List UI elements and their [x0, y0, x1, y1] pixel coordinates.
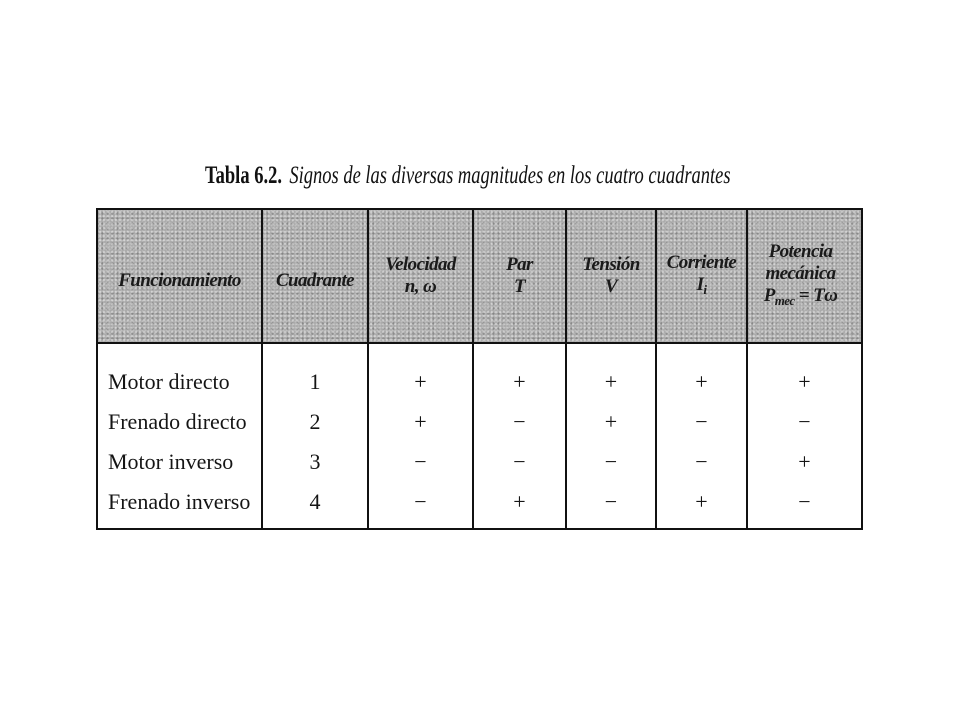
header-potencia-label-2: mecánica — [765, 262, 836, 284]
column-funcionamiento — [97, 343, 262, 529]
column-par — [473, 343, 566, 529]
cell-cuadrante: 1 — [309, 369, 321, 394]
column-tension — [566, 343, 656, 529]
header-tension-symbol: V — [604, 276, 618, 297]
cell-potencia-sign: − — [798, 489, 811, 514]
header-funcionamiento-label: Funcionamiento — [118, 270, 241, 291]
header-velocidad — [368, 209, 473, 343]
column-potencia — [747, 343, 862, 529]
cell-par-sign: + — [513, 369, 526, 394]
header-par — [473, 209, 566, 343]
cell-funcionamiento: Motor inverso — [108, 449, 234, 474]
quadrant-signs-table — [96, 208, 861, 530]
header-velocidad-symbol: n, ω — [404, 276, 437, 297]
header-par-label: Par — [506, 254, 533, 275]
header-cuadrante — [262, 209, 368, 343]
column-corriente — [656, 343, 747, 529]
header-cuadrante-label: Cuadrante — [275, 270, 354, 291]
cell-corriente-sign: − — [695, 409, 708, 434]
cell-velocidad-sign: − — [414, 489, 427, 514]
table-header-row — [97, 209, 862, 343]
cell-tension-sign: − — [604, 449, 618, 474]
header-potencia-subscript: mec — [774, 292, 795, 308]
header-potencia-label: Potencia — [768, 240, 833, 262]
cell-funcionamiento: Frenado inverso — [108, 489, 251, 514]
table-caption-label: Tabla 6.2. — [205, 162, 282, 189]
header-potencia-symbol: P — [763, 284, 775, 306]
cell-cuadrante: 2 — [309, 409, 321, 434]
cell-funcionamiento: Motor directo — [108, 369, 230, 394]
cell-tension-sign: + — [604, 369, 618, 394]
table-caption-text: Signos de las diversas magnitudes en los cuatro cuadrantes — [289, 162, 731, 189]
header-corriente-subscript: i — [703, 281, 707, 297]
header-corriente — [656, 209, 747, 343]
cell-par-sign: − — [513, 409, 526, 434]
cell-potencia-sign: − — [798, 409, 811, 434]
column-cuadrante — [262, 343, 368, 529]
column-velocidad — [368, 343, 473, 529]
header-corriente-label: Corriente — [666, 251, 737, 273]
cell-corriente-sign: + — [695, 489, 708, 514]
header-velocidad-label: Velocidad — [385, 254, 456, 275]
header-corriente-symbol: I — [696, 273, 704, 295]
header-potencia-formula-rest: = Tω — [794, 284, 838, 306]
cell-cuadrante: 4 — [309, 489, 321, 514]
cell-corriente-sign: + — [695, 369, 708, 394]
cell-velocidad-sign: + — [414, 369, 427, 394]
header-tension — [566, 209, 656, 343]
cell-par-sign: − — [513, 449, 526, 474]
cell-potencia-sign: + — [798, 369, 811, 394]
cell-tension-sign: + — [604, 409, 618, 434]
cell-velocidad-sign: − — [414, 449, 427, 474]
cell-tension-sign: − — [604, 489, 618, 514]
cell-velocidad-sign: + — [414, 409, 427, 434]
header-par-symbol: T — [513, 276, 525, 297]
header-potencia-formula — [748, 285, 853, 312]
cell-corriente-sign: − — [695, 449, 708, 474]
header-potencia — [747, 209, 862, 343]
cell-potencia-sign: + — [798, 449, 811, 474]
cell-funcionamiento: Frenado directo — [108, 409, 247, 434]
table-caption — [205, 160, 731, 192]
header-corriente-symbol-line — [657, 274, 746, 301]
header-funcionamiento — [97, 209, 262, 343]
cell-cuadrante: 3 — [309, 449, 321, 474]
header-tension-label: Tensión — [582, 254, 640, 275]
cell-par-sign: + — [513, 489, 526, 514]
table-body-row — [97, 343, 862, 529]
